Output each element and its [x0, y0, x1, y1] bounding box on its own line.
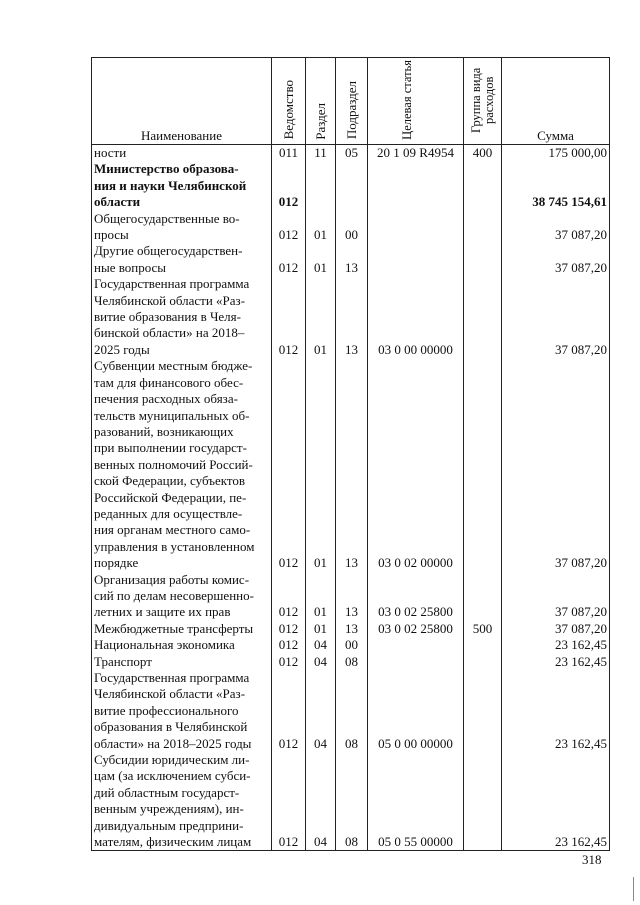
table-row	[92, 211, 610, 244]
cell-dept: 012	[272, 654, 306, 670]
cell-sum: 37 087,20	[502, 211, 610, 244]
table-row	[92, 637, 610, 653]
cell-group	[464, 211, 502, 244]
cell-name: Министерство образова- ния и науки Челябинской области	[92, 161, 272, 210]
cell-section: 01	[306, 572, 336, 621]
cell-dept: 012	[272, 572, 306, 621]
cell-section: 01	[306, 621, 336, 637]
cell-group	[464, 572, 502, 621]
cell-group	[464, 637, 502, 653]
cell-name: Общегосударственные во- просы	[92, 211, 272, 244]
table-body	[92, 145, 610, 851]
cell-sum: 23 162,45	[502, 637, 610, 653]
table-row	[92, 358, 610, 571]
table-header	[92, 58, 610, 145]
header-dept: Ведомство	[272, 58, 306, 145]
cell-group	[464, 276, 502, 358]
cell-section: 04	[306, 654, 336, 670]
cell-target	[368, 243, 464, 276]
table-row	[92, 670, 610, 752]
cell-dept: 012	[272, 358, 306, 571]
edge-mark	[633, 877, 634, 901]
cell-group	[464, 161, 502, 210]
cell-target	[368, 211, 464, 244]
cell-dept: 012	[272, 752, 306, 851]
header-sum: Сумма	[502, 58, 610, 145]
cell-sum: 37 087,20	[502, 243, 610, 276]
cell-section: 11	[306, 145, 336, 162]
cell-sum: 38 745 154,61	[502, 161, 610, 210]
cell-subsection: 13	[336, 572, 368, 621]
cell-target: 05 0 55 00000	[368, 752, 464, 851]
cell-target	[368, 654, 464, 670]
cell-target: 05 0 00 00000	[368, 670, 464, 752]
cell-dept: 011	[272, 145, 306, 162]
cell-subsection: 00	[336, 211, 368, 244]
table-row	[92, 654, 610, 670]
cell-target: 03 0 02 25800	[368, 572, 464, 621]
cell-target	[368, 637, 464, 653]
cell-subsection: 13	[336, 358, 368, 571]
cell-subsection: 00	[336, 637, 368, 653]
cell-subsection: 13	[336, 621, 368, 637]
cell-name: Организация работы комис- сий по делам несовершенно- летних и защите их прав	[92, 572, 272, 621]
table-row	[92, 243, 610, 276]
cell-sum: 23 162,45	[502, 752, 610, 851]
cell-subsection: 13	[336, 243, 368, 276]
cell-sum: 37 087,20	[502, 276, 610, 358]
cell-group	[464, 670, 502, 752]
header-subsection: Подраздел	[336, 58, 368, 145]
header-section: Раздел	[306, 58, 336, 145]
cell-section: 01	[306, 358, 336, 571]
cell-sum: 23 162,45	[502, 654, 610, 670]
cell-target: 03 0 00 00000	[368, 276, 464, 358]
cell-sum: 37 087,20	[502, 358, 610, 571]
cell-sum: 37 087,20	[502, 572, 610, 621]
cell-dept: 012	[272, 276, 306, 358]
cell-dept: 012	[272, 670, 306, 752]
cell-dept: 012	[272, 243, 306, 276]
cell-section: 01	[306, 243, 336, 276]
cell-dept: 012	[272, 621, 306, 637]
cell-name: Национальная экономика	[92, 637, 272, 653]
table-row	[92, 161, 610, 210]
cell-subsection: 08	[336, 654, 368, 670]
page-number: 318	[582, 852, 602, 867]
table-row	[92, 572, 610, 621]
cell-dept: 012	[272, 637, 306, 653]
cell-name: Государственная программа Челябинской области «Раз- витие образования в Челя- бинской области» на 2018– 2025 годы	[92, 276, 272, 358]
table-row	[92, 276, 610, 358]
cell-subsection: 13	[336, 276, 368, 358]
cell-dept: 012	[272, 161, 306, 210]
cell-group	[464, 752, 502, 851]
cell-group	[464, 654, 502, 670]
cell-sum: 23 162,45	[502, 670, 610, 752]
cell-dept: 012	[272, 211, 306, 244]
cell-group	[464, 358, 502, 571]
cell-name: Межбюджетные трансферты	[92, 621, 272, 637]
budget-table	[91, 57, 610, 851]
cell-name: Государственная программа Челябинской области «Раз- витие профессионального образования в Челябинской области» на 2018–2025 годы	[92, 670, 272, 752]
cell-subsection: 08	[336, 670, 368, 752]
cell-name: Транспорт	[92, 654, 272, 670]
header-target: Целевая статья	[368, 58, 464, 145]
cell-sum: 175 000,00	[502, 145, 610, 162]
cell-target: 03 0 02 25800	[368, 621, 464, 637]
cell-section: 04	[306, 752, 336, 851]
cell-section	[306, 161, 336, 210]
cell-target: 03 0 02 00000	[368, 358, 464, 571]
cell-target: 20 1 09 R4954	[368, 145, 464, 162]
cell-section: 04	[306, 670, 336, 752]
cell-group	[464, 243, 502, 276]
cell-group: 500	[464, 621, 502, 637]
table-row	[92, 145, 610, 162]
cell-section: 01	[306, 211, 336, 244]
header-group: Группа вида расходов	[464, 58, 502, 145]
cell-name: ности	[92, 145, 272, 162]
table-row	[92, 752, 610, 851]
cell-group: 400	[464, 145, 502, 162]
cell-name: Другие общегосударствен- ные вопросы	[92, 243, 272, 276]
cell-sum: 37 087,20	[502, 621, 610, 637]
cell-section: 04	[306, 637, 336, 653]
cell-name: Субвенции местным бюдже- там для финансового обес- печения расходных обяза- тельств муниципальных об- разований, возникающих при выполнении государст- венных полномочий Россий- ской Федерации, субъектов Российской Федерации, пе- реданных для осуществле- ния органам местного само- управления в установленном порядке	[92, 358, 272, 571]
cell-subsection: 05	[336, 145, 368, 162]
cell-section: 01	[306, 276, 336, 358]
header-name: Наименование	[92, 58, 272, 145]
cell-name: Субсидии юридическим ли- цам (за исключением субси- дий областным государст- венным учреждениям), ин- дивидуальным предприни- мателям, физическим лицам	[92, 752, 272, 851]
cell-subsection: 08	[336, 752, 368, 851]
table-row	[92, 621, 610, 637]
cell-subsection	[336, 161, 368, 210]
cell-target	[368, 161, 464, 210]
